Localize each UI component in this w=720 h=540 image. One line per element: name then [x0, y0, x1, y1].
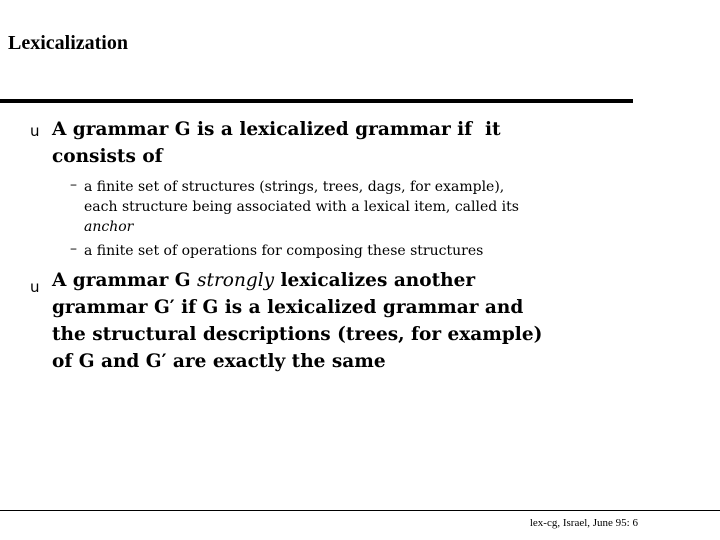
subitem-1-text — [84, 177, 519, 237]
bullet-2-text — [52, 267, 542, 375]
subitem-1-anchor: anchor — [84, 219, 134, 235]
bullet-1-text — [52, 116, 501, 170]
bullet-2-line-3: the structural descriptions (trees, for example) — [52, 324, 543, 345]
bullet-1-line-2: consists of — [52, 146, 163, 167]
subitem-2-text — [84, 241, 483, 261]
subitem-marker: – — [70, 241, 77, 257]
subitem-1-line-2: each structure being associated with a lexical item, called its — [84, 199, 519, 215]
subitem-marker: – — [70, 177, 77, 193]
bullet-2-line-4: of G and G′ are exactly the same — [52, 351, 386, 372]
strongly-emphasis: strongly — [197, 270, 275, 291]
bullet-1-line-1: A grammar G is a lexicalized grammar if it — [52, 119, 501, 140]
slide-footer: lex-cg, Israel, June 95: 6 — [529, 517, 638, 529]
footer-divider — [0, 510, 720, 511]
subitem-1-line-1: a finite set of structures (strings, trees, dags, for example), — [84, 179, 505, 195]
bullet-2-line-1-pre: A grammar G — [52, 270, 198, 291]
bullet-marker: u — [30, 278, 40, 296]
bullet-2-line-1-post: lexicalizes another — [274, 270, 476, 291]
bullet-marker: u — [30, 122, 40, 140]
subitem-2-line-1: a finite set of operations for composing these structures — [84, 243, 484, 259]
bullet-2-line-2: grammar G′ if G is a lexicalized grammar and — [52, 297, 524, 318]
title-divider — [0, 99, 633, 103]
bullet-2-line-1 — [52, 267, 542, 294]
slide-title: Lexicalization — [8, 32, 128, 54]
